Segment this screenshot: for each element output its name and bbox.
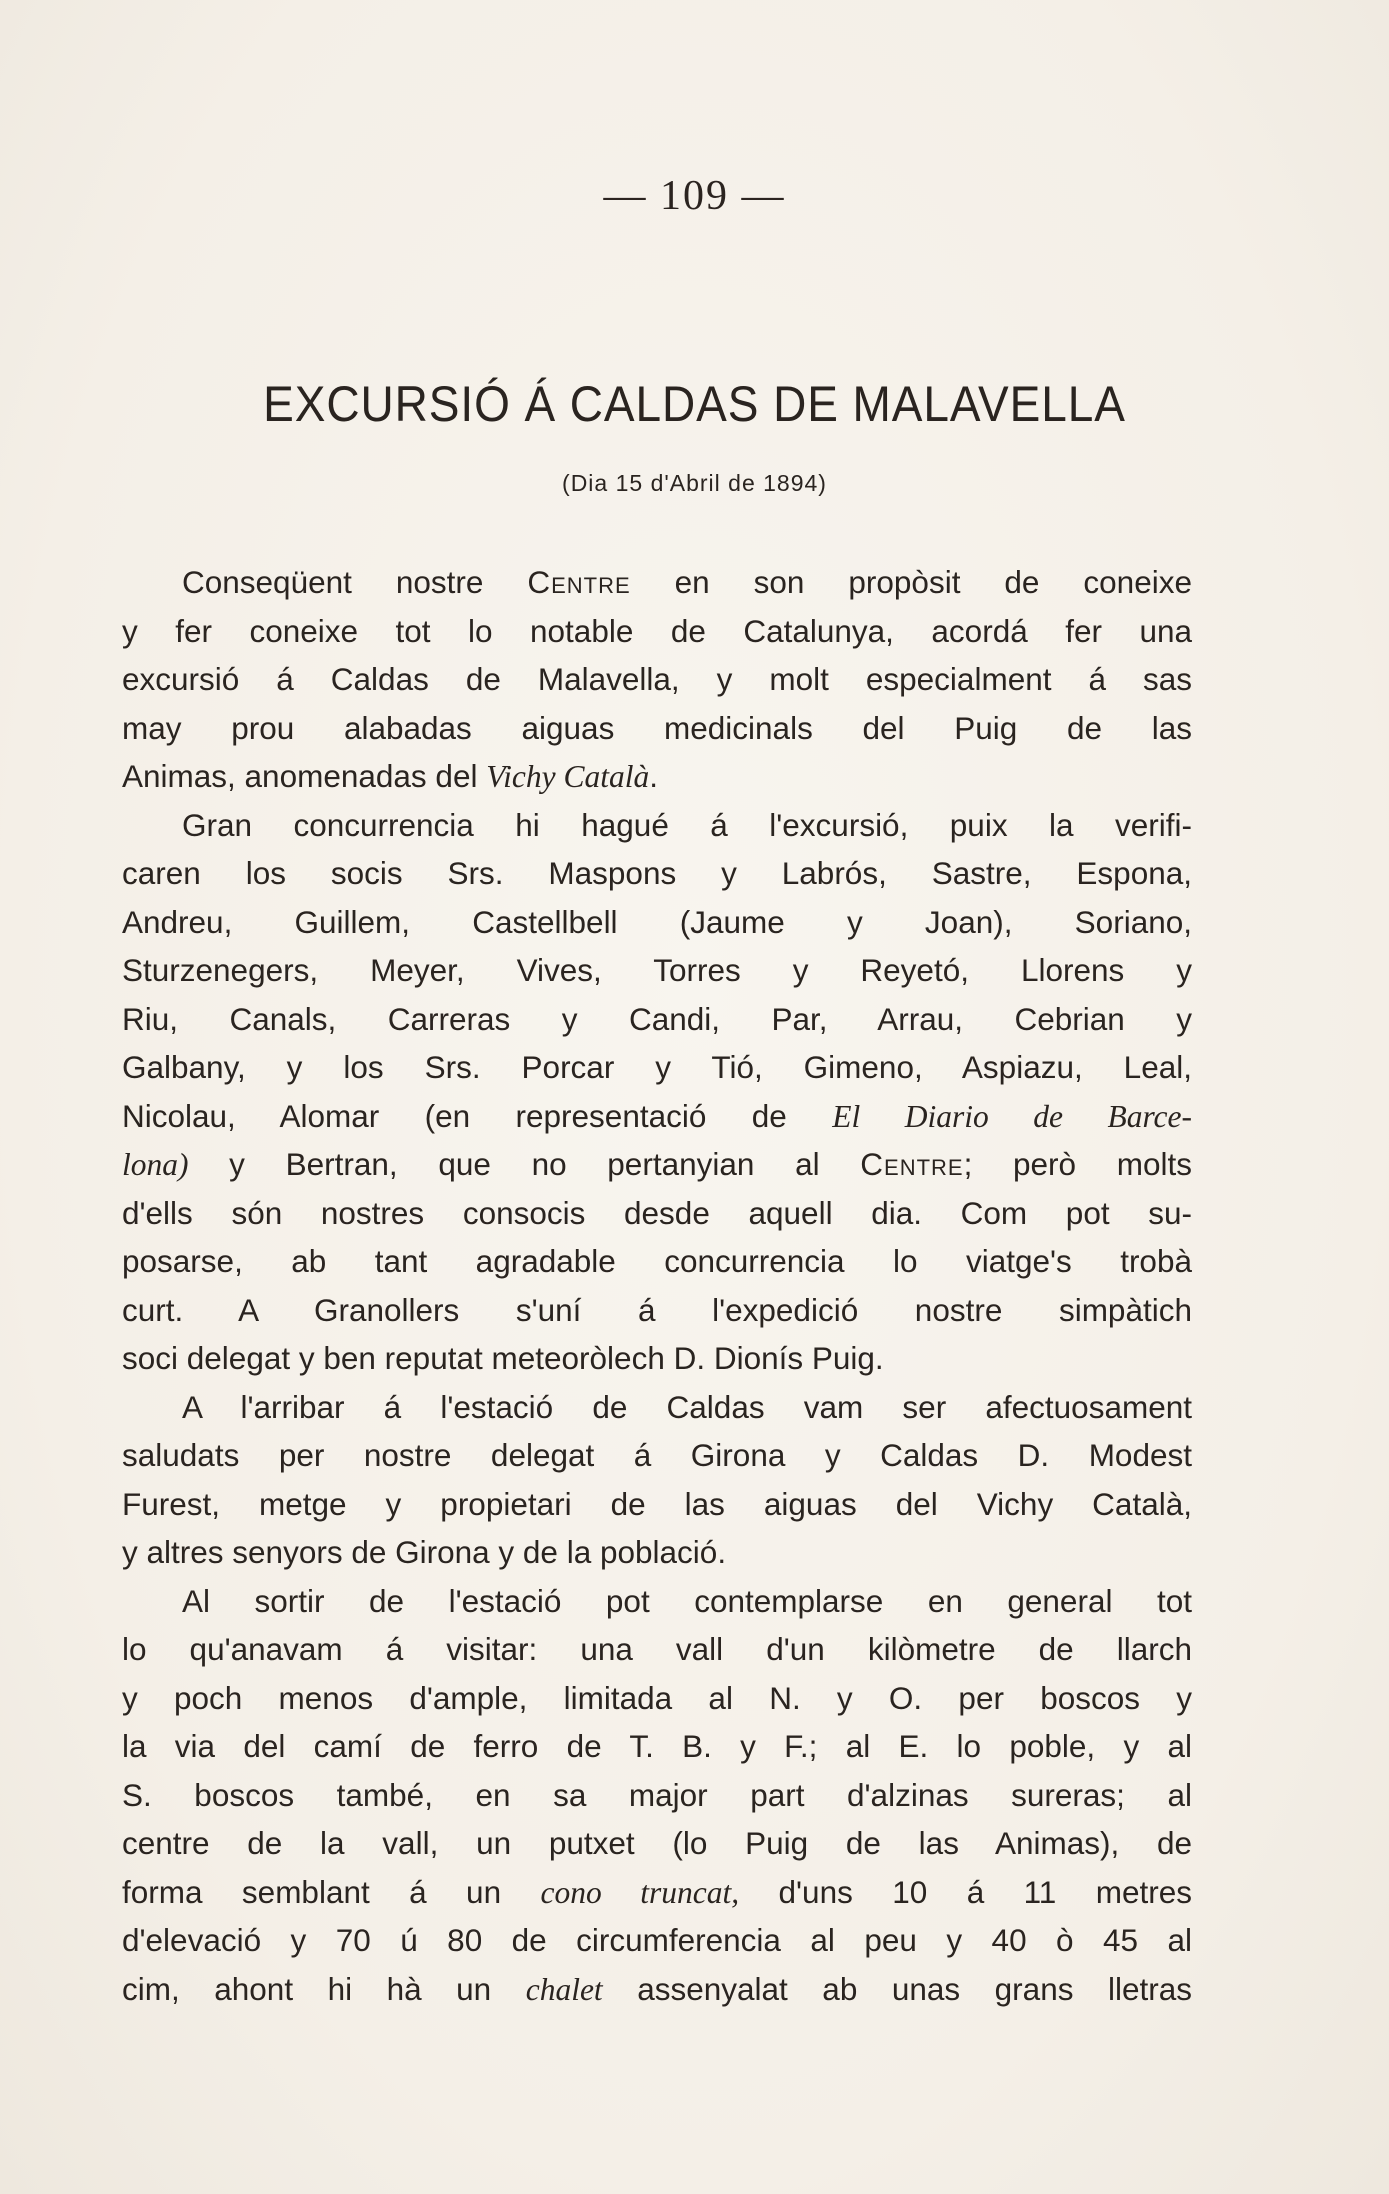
- text-segment: curt. A Granollers s'uní á l'expedició nostre simpàtich: [122, 1291, 1192, 1328]
- text-segment: soci delegat y ben reputat meteoròlech D. Dionís Puig.: [122, 1340, 884, 1376]
- text-segment: Sturzenegers, Meyer, Vives, Torres y Reyetó, Llorens y: [122, 952, 1192, 988]
- text-line: [122, 704, 1192, 753]
- text-line: [122, 1140, 1192, 1189]
- text-line: [122, 655, 1192, 704]
- text-line: [122, 995, 1192, 1044]
- text-line: [122, 898, 1192, 947]
- text-segment: d'elevació y 70 ú 80 de circumferencia al peu y 40 ò 45 al: [122, 1922, 1192, 1958]
- text-segment: Nicolau, Alomar (en representació de: [122, 1097, 833, 1134]
- italic-text: El Diario de Barce-: [832, 1098, 1192, 1134]
- text-segment: y fer coneixe tot lo notable de Catalunya, acordá fer una: [122, 612, 1192, 649]
- text-line: [122, 801, 1192, 850]
- chapter-date: (Dia 15 d'Abril de 1894): [562, 470, 827, 496]
- page-number: — 109 —: [603, 173, 786, 219]
- text-segment: lo qu'anavam á visitar: una vall d'un kilòmetre de llarch: [122, 1631, 1192, 1667]
- text-line: [122, 1043, 1192, 1092]
- text-line: [122, 752, 1192, 801]
- text-line: [122, 849, 1192, 898]
- small-caps-text: Centre: [527, 564, 631, 600]
- text-line: [122, 1625, 1192, 1674]
- text-segment: assenyalat ab unas grans lletras: [602, 1970, 1192, 2007]
- text-line: [122, 1092, 1192, 1141]
- text-line: [122, 1431, 1192, 1480]
- italic-text: lona): [122, 1147, 189, 1182]
- text-segment: may prou alabadas aiguas medicinals del Puig de las: [122, 709, 1192, 746]
- text-segment: Al sortir de l'estació pot contemplarse en general tot: [182, 1582, 1192, 1619]
- text-segment: caren los socis Srs. Maspons y Labrós, Sastre, Espona,: [122, 855, 1192, 891]
- text-segment: ; però molts: [963, 1146, 1192, 1182]
- italic-text: Vichy Català: [486, 759, 650, 794]
- text-segment: Andreu, Guillem, Castellbell (Jaume y Joan), Soriano,: [122, 903, 1192, 940]
- text-line: [122, 1237, 1192, 1286]
- text-segment: y altres senyors de Girona y de la població.: [122, 1534, 727, 1570]
- text-segment: d'ells són nostres consocis desde aquell dia. Com pot su-: [122, 1194, 1192, 1231]
- text-line: [122, 1965, 1192, 2014]
- text-segment: y poch menos d'ample, limitada al N. y O. per boscos y: [122, 1679, 1192, 1716]
- text-segment: excursió á Caldas de Malavella, y molt especialment á sas: [122, 661, 1192, 697]
- text-segment: .: [649, 758, 658, 794]
- text-line: [122, 1722, 1192, 1771]
- italic-text: cono truncat,: [540, 1874, 740, 1910]
- text-line: [122, 1916, 1192, 1965]
- text-segment: centre de la vall, un putxet (lo Puig de las Animas), de: [122, 1825, 1192, 1861]
- text-segment: cim, ahont hi hà un: [122, 1970, 526, 2007]
- italic-text: chalet: [525, 1971, 603, 2007]
- text-segment: Animas, anomenadas del: [122, 758, 487, 794]
- chapter-title: EXCURSIÓ Á CALDAS DE MALAVELLA: [263, 376, 1126, 432]
- text-line: [122, 1334, 1192, 1383]
- body-text: [122, 558, 1192, 2013]
- text-line: [122, 1286, 1192, 1335]
- text-segment: forma semblant á un: [122, 1873, 541, 1910]
- small-caps-text: Centre: [860, 1146, 964, 1182]
- text-line: [122, 607, 1192, 656]
- text-segment: en son propòsit de coneixe: [630, 564, 1192, 600]
- text-line: [122, 1868, 1192, 1917]
- text-segment: saludats per nostre delegat á Girona y Caldas D. Modest: [122, 1437, 1192, 1473]
- text-segment: Furest, metge y propietari de las aiguas del Vichy Català,: [122, 1485, 1192, 1522]
- text-line: [122, 1383, 1192, 1432]
- text-line: [122, 558, 1192, 607]
- text-line: [122, 1189, 1192, 1238]
- text-line: [122, 1771, 1192, 1820]
- text-line: [122, 946, 1192, 995]
- text-segment: la via del camí de ferro de T. B. y F.; al E. lo poble, y al: [122, 1728, 1192, 1764]
- text-segment: y Bertran, que no pertanyian al: [188, 1146, 861, 1182]
- text-segment: posarse, ab tant agradable concurrencia lo viatge's trobà: [122, 1243, 1192, 1279]
- text-segment: S. boscos també, en sa major part d'alzinas sureras; al: [122, 1776, 1192, 1813]
- text-segment: d'uns 10 á 11 metres: [739, 1873, 1192, 1910]
- text-segment: Galbany, y los Srs. Porcar y Tió, Gimeno, Aspiazu, Leal,: [122, 1049, 1192, 1085]
- text-line: [122, 1674, 1192, 1723]
- text-line: [122, 1577, 1192, 1626]
- text-segment: Riu, Canals, Carreras y Candi, Par, Arrau, Cebrian y: [122, 1000, 1192, 1037]
- text-segment: A l'arribar á l'estació de Caldas vam ser afectuosament: [182, 1388, 1192, 1425]
- text-segment: Gran concurrencia hi hagué á l'excursió, puix la verifi-: [182, 806, 1192, 843]
- text-segment: Conseqüent nostre: [182, 564, 528, 600]
- text-line: [122, 1528, 1192, 1577]
- text-line: [122, 1480, 1192, 1529]
- text-line: [122, 1819, 1192, 1868]
